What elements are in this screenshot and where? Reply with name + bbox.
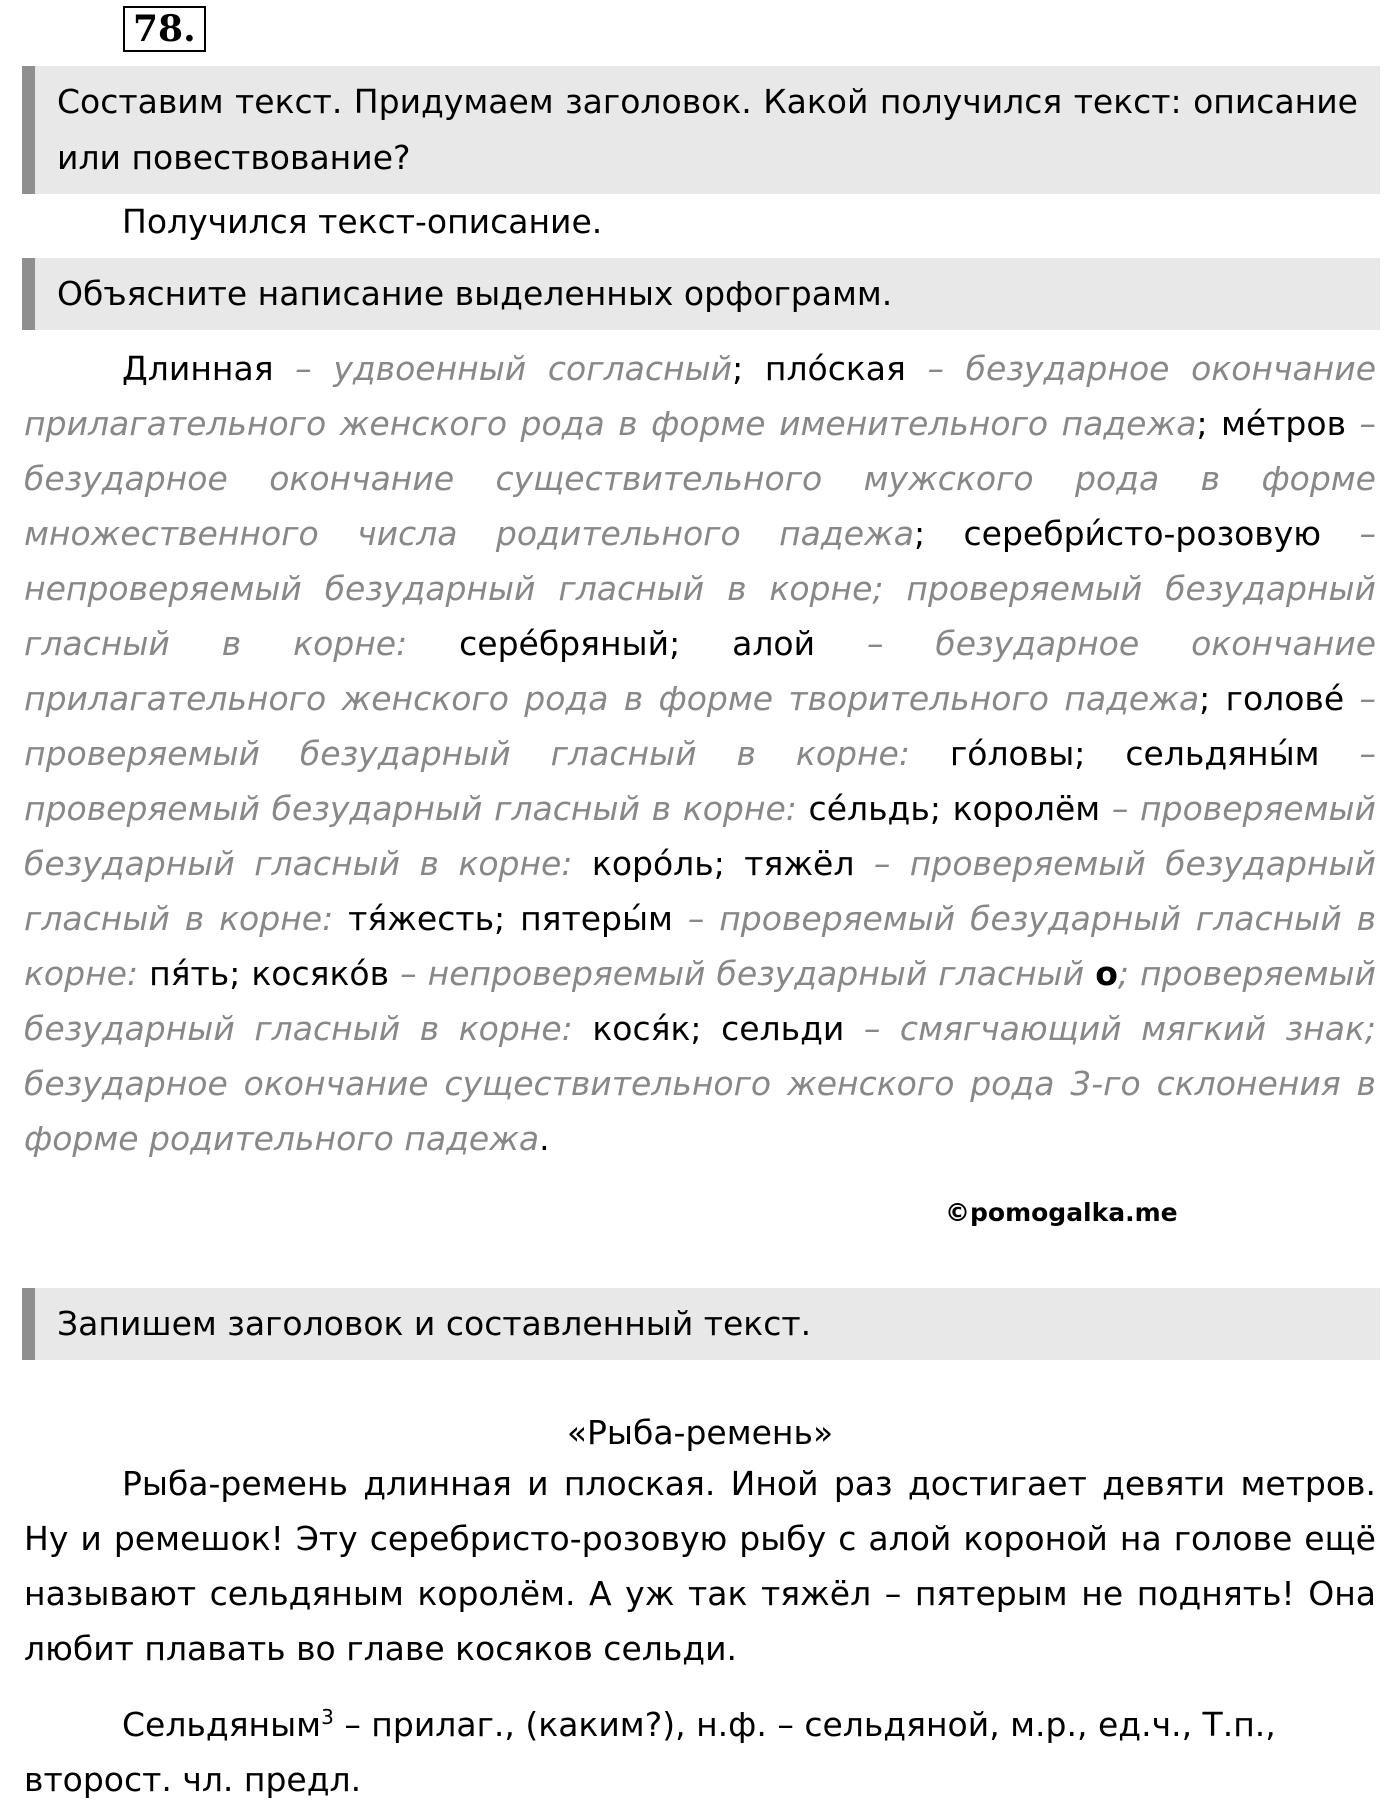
word-golovy: го́ловы <box>949 734 1075 773</box>
note-text: – прилаг., (каким?), н.ф. – сельдяной, м.р., ед.ч., Т.п., второст. чл. предл. <box>24 1705 1276 1799</box>
note-word: Сельдяным <box>122 1705 322 1744</box>
composed-text: Рыба-ремень длинная и плоская. Иной раз достигает девяти метров. Ну и ремешок! Эту серебристо-розовую рыбу с алой короной на голове ещё называют сельдяным королём. А уж так тяжёл – пятерым не поднять! Она любит плавать во главе косяков сельди. <box>24 1464 1376 1668</box>
word-dlinnaya: Длинная <box>122 349 274 388</box>
word-golove: голове́ <box>1225 679 1345 718</box>
word-serebristo: серебри́сто-розовую <box>963 514 1322 553</box>
word-seldi: сельди <box>721 1009 845 1048</box>
word-seldyanym: сельдяны́м <box>1125 734 1320 773</box>
word-pyaterym: пятеры́м <box>520 899 673 938</box>
word-korolem: королём <box>952 789 1101 828</box>
letter-o: о <box>1095 954 1118 993</box>
word-korol: коро́ль <box>591 844 714 883</box>
note-superscript: 3 <box>321 1705 334 1729</box>
word-ploskaya: пло́ская <box>764 349 906 388</box>
exercise-number: 78. <box>123 6 206 52</box>
word-aloy: алой <box>732 624 816 663</box>
morphology-note <box>24 1690 1376 1807</box>
task-prompt-1: Составим текст. Придумаем заголовок. Какой получился текст: описание или повествование? <box>22 66 1380 194</box>
word-pyat: пя́ть <box>149 954 230 993</box>
word-kosyakov: косяко́в <box>251 954 390 993</box>
word-tyazhest: тя́жесть <box>348 899 495 938</box>
task-prompt-3: Запишем заголовок и составленный текст. <box>22 1288 1380 1360</box>
word-serebryany: сере́бряный <box>459 624 670 663</box>
word-seld: се́льдь <box>808 789 930 828</box>
orthogram-explanation: Длинная – удвоенный согласный; пло́ская – безударное окончание прилагательного женского рода в форме именительного падежа; ме́тров – безударное окончание существительного мужского рода в форме множественного числа родительного падежа; серебри́сто-розовую – непроверяемый безударный гласный в корне; проверяемый безударный гласный в корне: сере́бряный; алой – безударное окончание прилагательного женского рода в форме творительного падежа; голове́ – проверяемый безударный гласный в корне: го́ловы; сельдяны́м – проверяемый безударный гласный в корне: се́льдь; королём – проверяемый безударный гласный в корне: коро́ль; тяжёл – проверяемый безударный гласный в корне: тя́жесть; пятеры́м – проверяемый безударный гласный в корне: пя́ть; косяко́в – непроверяемый безударный гласный о; проверяемый безударный гласный в корне: кося́к; сельди – смягчающий мягкий знак; безударное окончание существительного женского рода 3-го склонения в форме родительного падежа. <box>24 349 1377 1158</box>
watermark: ©pomogalka.me <box>945 1198 1178 1227</box>
word-tyazhel: тяжёл <box>744 844 855 883</box>
word-kosyak: кося́к <box>592 1009 691 1048</box>
composed-text-title: «Рыба-ремень» <box>566 1413 834 1452</box>
word-metrov: ме́тров <box>1221 404 1347 443</box>
task-prompt-2: Объясните написание выделенных орфограмм. <box>22 258 1380 330</box>
answer-1: Получился текст-описание. <box>122 202 603 241</box>
